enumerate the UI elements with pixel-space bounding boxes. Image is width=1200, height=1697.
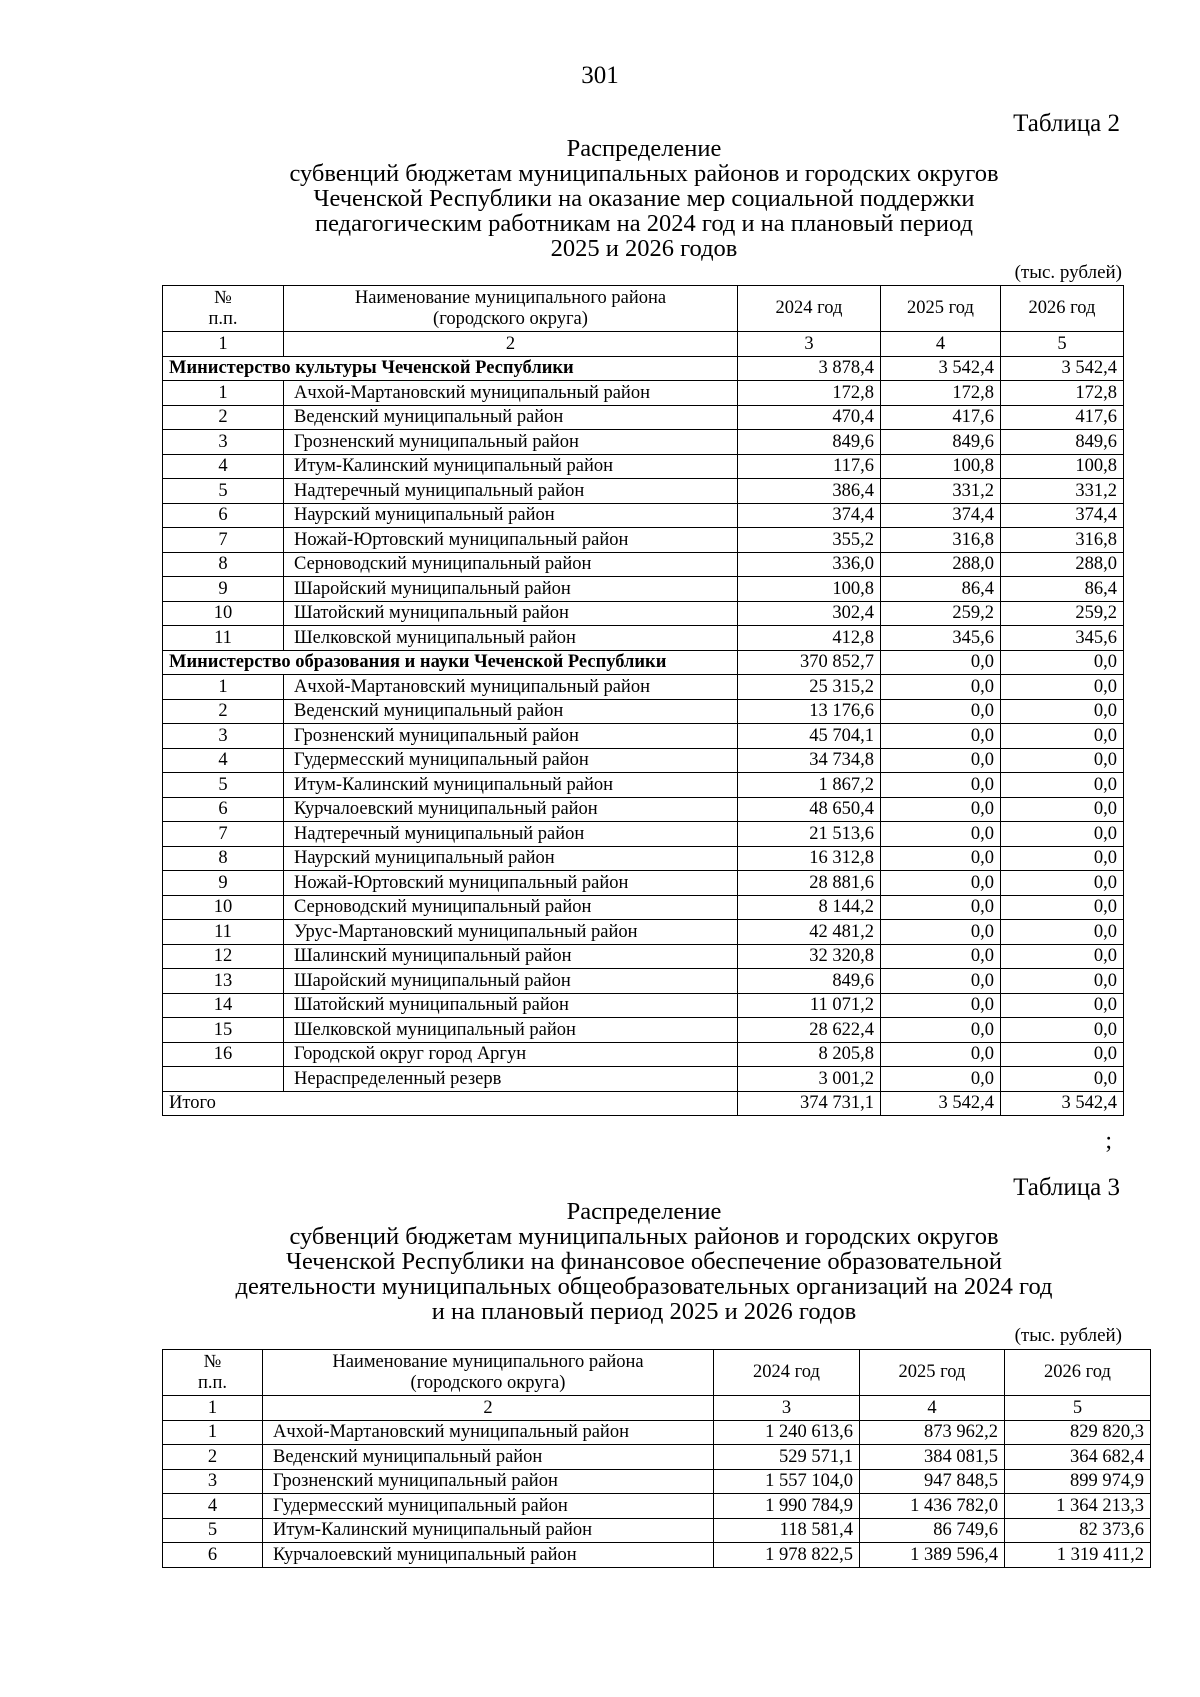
row-index [163,1067,284,1092]
value-2025: 0,0 [881,822,1001,847]
table-row [163,699,1124,724]
row-name: Шалинский муниципальный район [284,944,738,969]
row-name: Наурский муниципальный район [284,846,738,871]
value-2025: 345,6 [881,626,1001,651]
value-2024: 16 312,8 [738,846,881,871]
value-2026: 100,8 [1001,454,1124,479]
table3-title-line: субвенций бюджетам муниципальных районов и городских округов [289,1223,999,1250]
row-name: Надтеречный муниципальный район [284,822,738,847]
value-2025: 0,0 [881,797,1001,822]
column-number: 3 [738,332,881,357]
table2-body [163,286,1124,1116]
row-name: Курчалоевский муниципальный район [284,797,738,822]
row-index: 15 [163,1018,284,1043]
value-2026: 0,0 [1001,871,1124,896]
header-row [163,286,1124,332]
trailing-semicolon: ; [1105,1128,1112,1154]
value-2025: 0,0 [881,993,1001,1018]
row-name: Ачхой-Мартановский муниципальный район [263,1420,714,1445]
value-2026: 86,4 [1001,577,1124,602]
value-2026: 3 542,4 [1001,1091,1124,1116]
column-number: 5 [1005,1396,1151,1421]
column-number: 1 [163,332,284,357]
table-row [163,1018,1124,1043]
row-index: 4 [163,1494,263,1519]
value-2025: 0,0 [881,969,1001,994]
total-row [163,1091,1124,1116]
value-2025: 0,0 [881,920,1001,945]
value-2026: 0,0 [1001,969,1124,994]
value-2026: 0,0 [1001,822,1124,847]
table-row [163,993,1124,1018]
row-name: Итум-Калинский муниципальный район [284,773,738,798]
value-2026: 899 974,9 [1005,1469,1151,1494]
value-2024: 529 571,1 [714,1445,860,1470]
row-index: 11 [163,626,284,651]
table-row [163,724,1124,749]
table-row [163,1042,1124,1067]
value-2024: 1 978 822,5 [714,1543,860,1568]
table2-title-line: 2025 и 2026 годов [550,235,738,262]
table-row [163,503,1124,528]
value-2024: 48 650,4 [738,797,881,822]
value-2024: 374,4 [738,503,881,528]
row-name: Веденский муниципальный район [263,1445,714,1470]
row-index: 16 [163,1042,284,1067]
value-2024: 412,8 [738,626,881,651]
row-name: Нераспределенный резерв [284,1067,738,1092]
row-index: 12 [163,944,284,969]
column-number: 3 [714,1396,860,1421]
table-row [163,846,1124,871]
table-row [163,1543,1151,1568]
value-2024: 117,6 [738,454,881,479]
row-index: 8 [163,846,284,871]
value-2025: 3 542,4 [881,356,1001,381]
row-name: Серноводский муниципальный район [284,895,738,920]
value-2024: 34 734,8 [738,748,881,773]
header-name [284,286,738,332]
table-row [163,1494,1151,1519]
value-2024: 336,0 [738,552,881,577]
header-name-line: (городского округа) [410,1372,566,1393]
row-index: 4 [163,748,284,773]
value-2024: 1 240 613,6 [714,1420,860,1445]
row-index: 9 [163,577,284,602]
value-2024: 8 205,8 [738,1042,881,1067]
value-2025: 374,4 [881,503,1001,528]
table-row [163,1445,1151,1470]
value-2024: 849,6 [738,430,881,455]
table-row [163,528,1124,553]
header-2024: 2024 год [714,1350,860,1396]
table3-units: (тыс. рублей) [1014,1325,1122,1346]
value-2025: 0,0 [881,650,1001,675]
row-index: 14 [163,993,284,1018]
value-2026: 0,0 [1001,650,1124,675]
table3-label: Таблица 3 [1013,1174,1120,1201]
header-row [163,1350,1151,1396]
value-2025: 1 389 596,4 [860,1543,1005,1568]
table-row [163,454,1124,479]
row-index: 6 [163,503,284,528]
table-row [163,405,1124,430]
header-2026: 2026 год [1005,1350,1151,1396]
row-index: 5 [163,479,284,504]
row-index: 5 [163,773,284,798]
value-2024: 28 622,4 [738,1018,881,1043]
row-index: 5 [163,1518,263,1543]
value-2024: 28 881,6 [738,871,881,896]
table3-title-line: деятельности муниципальных общеобразовательных организаций на 2024 год [235,1273,1053,1300]
column-number: 1 [163,1396,263,1421]
row-name: Веденский муниципальный район [284,699,738,724]
value-2024: 32 320,8 [738,944,881,969]
value-2026: 288,0 [1001,552,1124,577]
row-index: 1 [163,1420,263,1445]
value-2026: 829 820,3 [1005,1420,1151,1445]
row-name: Шатойский муниципальный район [284,993,738,1018]
table-row [163,675,1124,700]
table2-title-line: субвенций бюджетам муниципальных районов и городских округов [289,160,999,187]
row-index: 2 [163,405,284,430]
column-number: 2 [284,332,738,357]
value-2024: 1 990 784,9 [714,1494,860,1519]
table3 [162,1349,1151,1568]
value-2026: 0,0 [1001,993,1124,1018]
value-2024: 849,6 [738,969,881,994]
value-2025: 849,6 [881,430,1001,455]
value-2025: 384 081,5 [860,1445,1005,1470]
value-2024: 374 731,1 [738,1091,881,1116]
table2 [162,285,1124,1116]
value-2025: 316,8 [881,528,1001,553]
value-2025: 0,0 [881,1042,1001,1067]
table-row [163,552,1124,577]
row-name: Ачхой-Мартановский муниципальный район [284,675,738,700]
row-name: Шаройский муниципальный район [284,969,738,994]
column-number-row [163,332,1124,357]
row-index: 7 [163,528,284,553]
row-name: Шатойский муниципальный район [284,601,738,626]
value-2025: 0,0 [881,724,1001,749]
column-number: 2 [263,1396,714,1421]
value-2025: 100,8 [881,454,1001,479]
table3-title-line: и на плановый период 2025 и 2026 годов [431,1298,857,1325]
table-row [163,1067,1124,1092]
value-2025: 0,0 [881,699,1001,724]
table-row [163,822,1124,847]
value-2024: 11 071,2 [738,993,881,1018]
value-2026: 0,0 [1001,699,1124,724]
section-name: Министерство образования и науки Чеченской Республики [163,650,738,675]
table-row [163,944,1124,969]
value-2024: 118 581,4 [714,1518,860,1543]
value-2024: 1 557 104,0 [714,1469,860,1494]
value-2025: 0,0 [881,944,1001,969]
row-name: Грозненский муниципальный район [263,1469,714,1494]
table3-title-line: Чеченской Республики на финансовое обеспечение образовательной [286,1248,1002,1275]
value-2024: 302,4 [738,601,881,626]
value-2026: 316,8 [1001,528,1124,553]
table-row [163,1469,1151,1494]
value-2024: 8 144,2 [738,895,881,920]
table-row [163,871,1124,896]
header-number [163,286,284,332]
value-2026: 0,0 [1001,920,1124,945]
value-2026: 417,6 [1001,405,1124,430]
header-number-line: п.п. [197,1372,228,1393]
value-2025: 0,0 [881,1018,1001,1043]
value-2025: 259,2 [881,601,1001,626]
total-label: Итого [163,1091,738,1116]
row-index: 10 [163,895,284,920]
value-2026: 0,0 [1001,675,1124,700]
table2-title-line: педагогическим работникам на 2024 год и на плановый период [314,210,973,237]
value-2025: 0,0 [881,773,1001,798]
value-2025: 288,0 [881,552,1001,577]
value-2025: 873 962,2 [860,1420,1005,1445]
section-row [163,650,1124,675]
section-row [163,356,1124,381]
value-2025: 0,0 [881,895,1001,920]
header-2026: 2026 год [1001,286,1124,332]
value-2026: 849,6 [1001,430,1124,455]
table-row [163,895,1124,920]
table2-title-line: Чеченской Республики на оказание мер социальной поддержки [313,185,975,212]
table-row [163,626,1124,651]
value-2024: 1 867,2 [738,773,881,798]
value-2025: 417,6 [881,405,1001,430]
section-name: Министерство культуры Чеченской Республики [163,356,738,381]
value-2026: 0,0 [1001,797,1124,822]
value-2025: 947 848,5 [860,1469,1005,1494]
value-2026: 0,0 [1001,944,1124,969]
row-index: 10 [163,601,284,626]
table-row [163,577,1124,602]
table-row [163,773,1124,798]
value-2024: 100,8 [738,577,881,602]
value-2026: 331,2 [1001,479,1124,504]
value-2024: 42 481,2 [738,920,881,945]
table3-title-line: Распределение [566,1198,722,1225]
value-2026: 259,2 [1001,601,1124,626]
value-2026: 374,4 [1001,503,1124,528]
value-2026: 0,0 [1001,1018,1124,1043]
header-name [263,1350,714,1396]
header-2025: 2025 год [860,1350,1005,1396]
table-row [163,479,1124,504]
table-row [163,430,1124,455]
row-index: 1 [163,381,284,406]
value-2024: 45 704,1 [738,724,881,749]
table2-label: Таблица 2 [1013,110,1120,137]
value-2026: 1 319 411,2 [1005,1543,1151,1568]
value-2025: 3 542,4 [881,1091,1001,1116]
row-name: Итум-Калинский муниципальный район [263,1518,714,1543]
row-name: Ножай-Юртовский муниципальный район [284,528,738,553]
row-name: Серноводский муниципальный район [284,552,738,577]
table3-title [150,1199,1138,1324]
table-row [163,920,1124,945]
value-2025: 86,4 [881,577,1001,602]
column-number: 5 [1001,332,1124,357]
row-index: 3 [163,1469,263,1494]
table-row [163,1420,1151,1445]
row-index: 9 [163,871,284,896]
value-2024: 470,4 [738,405,881,430]
table3-body [163,1350,1151,1568]
row-name: Курчалоевский муниципальный район [263,1543,714,1568]
row-name: Грозненский муниципальный район [284,724,738,749]
header-name-line: (городского округа) [433,308,588,329]
row-name: Итум-Калинский муниципальный район [284,454,738,479]
row-index: 3 [163,724,284,749]
value-2024: 355,2 [738,528,881,553]
table-row [163,797,1124,822]
header-2024: 2024 год [738,286,881,332]
column-number: 4 [881,332,1001,357]
value-2024: 370 852,7 [738,650,881,675]
table2-title [150,136,1138,261]
value-2024: 25 315,2 [738,675,881,700]
row-name: Гудермесский муниципальный район [284,748,738,773]
value-2025: 331,2 [881,479,1001,504]
table-row [163,969,1124,994]
table-row [163,381,1124,406]
row-index: 2 [163,699,284,724]
row-index: 1 [163,675,284,700]
row-index: 6 [163,1543,263,1568]
row-name: Ножай-Юртовский муниципальный район [284,871,738,896]
value-2024: 3 001,2 [738,1067,881,1092]
value-2025: 172,8 [881,381,1001,406]
row-name: Городской округ город Аргун [284,1042,738,1067]
row-name: Гудермесский муниципальный район [263,1494,714,1519]
value-2024: 3 878,4 [738,356,881,381]
value-2026: 0,0 [1001,1067,1124,1092]
value-2026: 3 542,4 [1001,356,1124,381]
header-2025: 2025 год [881,286,1001,332]
table2-title-line: Распределение [566,135,722,162]
value-2025: 0,0 [881,846,1001,871]
value-2026: 0,0 [1001,846,1124,871]
row-name: Ачхой-Мартановский муниципальный район [284,381,738,406]
row-index: 2 [163,1445,263,1470]
row-name: Урус-Мартановский муниципальный район [284,920,738,945]
header-number-line: п.п. [208,308,238,329]
value-2026: 364 682,4 [1005,1445,1151,1470]
value-2025: 0,0 [881,871,1001,896]
row-name: Надтеречный муниципальный район [284,479,738,504]
row-index: 7 [163,822,284,847]
value-2025: 1 436 782,0 [860,1494,1005,1519]
value-2026: 0,0 [1001,895,1124,920]
row-name: Наурский муниципальный район [284,503,738,528]
header-name-line: Наименование муниципального района [332,1351,644,1372]
value-2026: 0,0 [1001,773,1124,798]
value-2025: 86 749,6 [860,1518,1005,1543]
value-2024: 21 513,6 [738,822,881,847]
table-row [163,1518,1151,1543]
header-number-line: № [214,287,232,308]
value-2026: 345,6 [1001,626,1124,651]
row-name: Шелковской муниципальный район [284,626,738,651]
row-index: 8 [163,552,284,577]
row-name: Шаройский муниципальный район [284,577,738,602]
row-name: Веденский муниципальный район [284,405,738,430]
value-2026: 0,0 [1001,1042,1124,1067]
value-2025: 0,0 [881,675,1001,700]
value-2024: 172,8 [738,381,881,406]
header-name-line: Наименование муниципального района [354,287,667,308]
table-row [163,748,1124,773]
value-2026: 172,8 [1001,381,1124,406]
value-2024: 386,4 [738,479,881,504]
column-number-row [163,1396,1151,1421]
row-name: Шелковской муниципальный район [284,1018,738,1043]
header-number [163,1350,263,1396]
value-2025: 0,0 [881,1067,1001,1092]
row-index: 3 [163,430,284,455]
column-number: 4 [860,1396,1005,1421]
value-2026: 1 364 213,3 [1005,1494,1151,1519]
value-2026: 0,0 [1001,724,1124,749]
header-number-line: № [203,1351,222,1372]
table-row [163,601,1124,626]
row-index: 4 [163,454,284,479]
page-number: 301 [581,62,619,89]
value-2024: 13 176,6 [738,699,881,724]
value-2026: 82 373,6 [1005,1518,1151,1543]
row-index: 11 [163,920,284,945]
row-name: Грозненский муниципальный район [284,430,738,455]
value-2025: 0,0 [881,748,1001,773]
table2-units: (тыс. рублей) [1014,262,1122,283]
row-index: 13 [163,969,284,994]
value-2026: 0,0 [1001,748,1124,773]
row-index: 6 [163,797,284,822]
